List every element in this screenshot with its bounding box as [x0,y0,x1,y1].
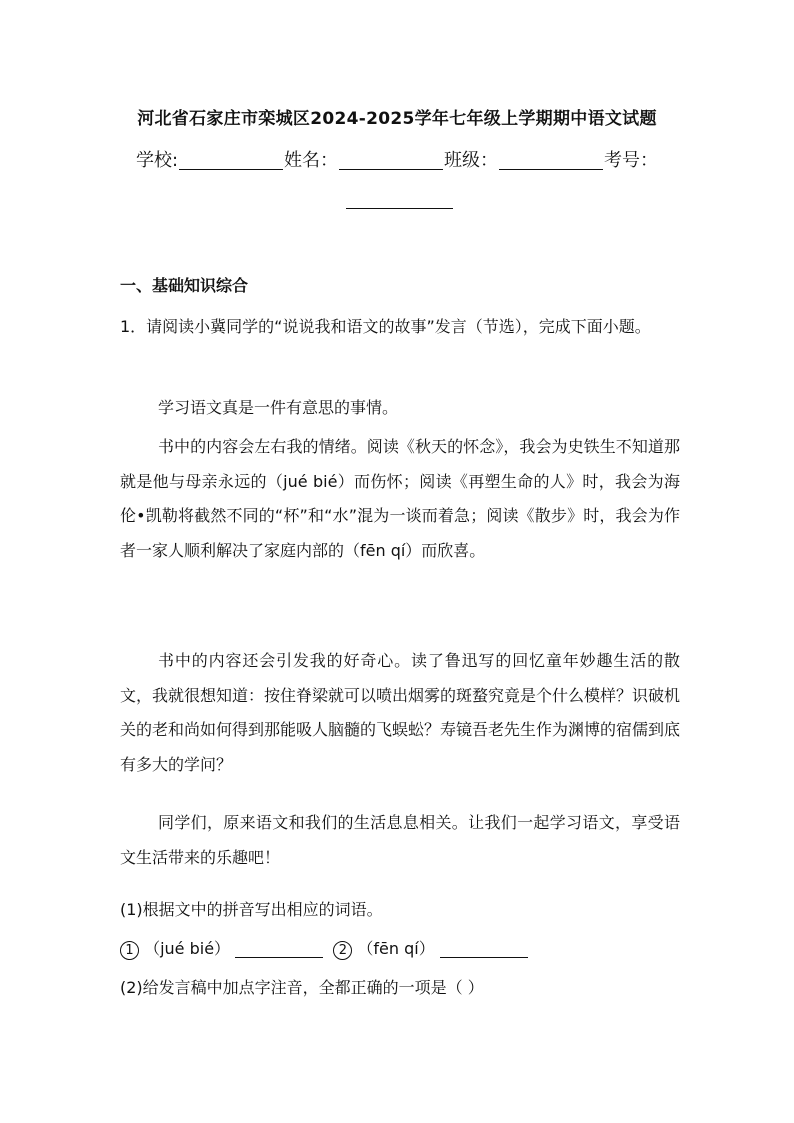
exam-no-blank[interactable] [346,208,453,209]
class-blank[interactable] [499,149,603,170]
answer-blank-2[interactable] [440,939,528,958]
sub-question-1: (1)根据文中的拼音写出相应的词语。 [120,900,383,919]
exam-no-label: 考号： [604,150,659,171]
sub-question-2: (2)给发言稿中加点字注音，全都正确的一项是（ ） [120,978,484,997]
name-label: 姓名： [284,150,339,171]
school-blank[interactable] [179,149,283,170]
passage-paragraph-2: 书中的内容会左右我的情绪。阅读《秋天的怀念》，我会为史铁生不知道那就是他与母亲永远的（jué bié）而伤怀；阅读《再塑生命的人》时，我会为海伦•凯勒将截然不同的“杯”和“水”混为一谈而着急；阅读《散步》时，我会为作者一家人顺利解决了家庭内部的（fēn qí）而欣喜。 [120,437,680,560]
answer-blank-1[interactable] [235,939,323,958]
student-info-row [0,146,794,172]
passage-paragraph-3: 书中的内容还会引发我的好奇心。读了鲁迅写的回忆童年妙趣生活的散文，我就很想知道：按住脊梁就可以喷出烟雾的斑蝥究竟是个什么模样？识破机关的老和尚如何得到那能吸人脑髓的飞蜈蚣？寿镜吾老先生作为渊博的宿儒到底有多大的学问？ [120,651,681,774]
question-1-intro: 1．请阅读小冀同学的“说说我和语文的故事”发言（节选），完成下面小题。 [120,317,651,336]
sub-question-1-items [120,932,680,967]
exam-title: 河北省石家庄市栾城区2024-2025学年七年级上学期期中语文试题 [137,109,657,129]
circled-number-1: 1 [120,941,139,960]
passage-paragraph-4: 同学们，原来语文和我们的生活息息相关。让我们一起学习语文，享受语文生活带来的乐趣吧！ [120,813,680,867]
name-blank[interactable] [339,149,443,170]
pinyin-1: （jué bié） [144,939,231,958]
passage-paragraph-1: 学习语文真是一件有意思的事情。 [158,398,399,417]
school-label: 学校: [135,150,179,171]
section-heading: 一、基础知识综合 [120,276,249,295]
pinyin-2: （fēn qí） [357,939,435,958]
circled-number-2: 2 [333,941,352,960]
class-label: 班级： [444,150,499,171]
